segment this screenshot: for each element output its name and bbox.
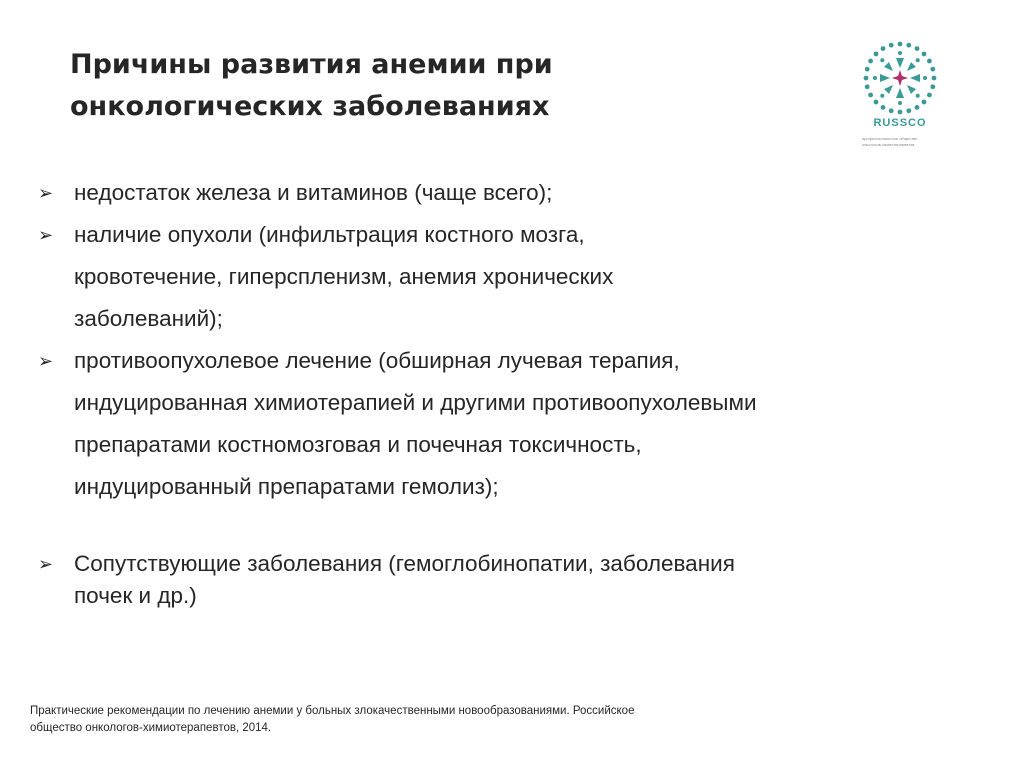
logo-subtitle: профессиональное общество онкологов-химиотерапевтов (862, 136, 918, 147)
arrowhead-bullet-icon: ➢ (38, 183, 54, 203)
logo-name: RUSSCO (873, 117, 927, 129)
bullet-text: индуцированная химиотерапией и другими противоопухолевыми (74, 390, 757, 415)
bullet-text: почек и др.) (74, 583, 197, 608)
arrowhead-bullet-icon: ➢ (38, 554, 54, 574)
title-line-2: онкологических заболеваниях (70, 91, 550, 122)
bullet-item (38, 214, 958, 340)
arrowhead-bullet-icon: ➢ (38, 225, 54, 245)
bullet-text: заболеваний); (74, 306, 223, 331)
bullet-list (38, 172, 958, 612)
bullet-item (38, 172, 958, 214)
source-footnote (30, 703, 810, 737)
bullet-text: индуцированный препаратами гемолиз); (74, 474, 499, 499)
bullet-text: недостаток железа и витаминов (чаще всего); (74, 180, 553, 205)
bullet-text: препаратами костномозговая и почечная токсичность, (74, 432, 642, 457)
footnote-line-2: общество онкологов-химиотерапевтов, 2014. (30, 722, 272, 734)
bullet-text: противоопухолевое лечение (обширная лучевая терапия, (74, 348, 680, 373)
bullet-item (38, 340, 958, 508)
bullet-text: наличие опухоли (инфильтрация костного мозга, (74, 222, 585, 247)
arrowhead-bullet-icon: ➢ (38, 351, 54, 371)
bullet-text: Сопутствующие заболевания (гемоглобинопатии, заболевания (74, 551, 735, 576)
title-line-1: Причины развития анемии при (70, 49, 553, 80)
russco-logo (852, 40, 948, 165)
footnote-line-1: Практические рекомендации по лечению анемии у больных злокачественными новообразованиями. Российское (30, 705, 635, 717)
bullet-text: кровотечение, гиперспленизм, анемия хронических (74, 264, 614, 289)
bullet-item (38, 548, 958, 612)
slide-title (70, 44, 770, 128)
russco-emblem-icon (852, 40, 948, 116)
